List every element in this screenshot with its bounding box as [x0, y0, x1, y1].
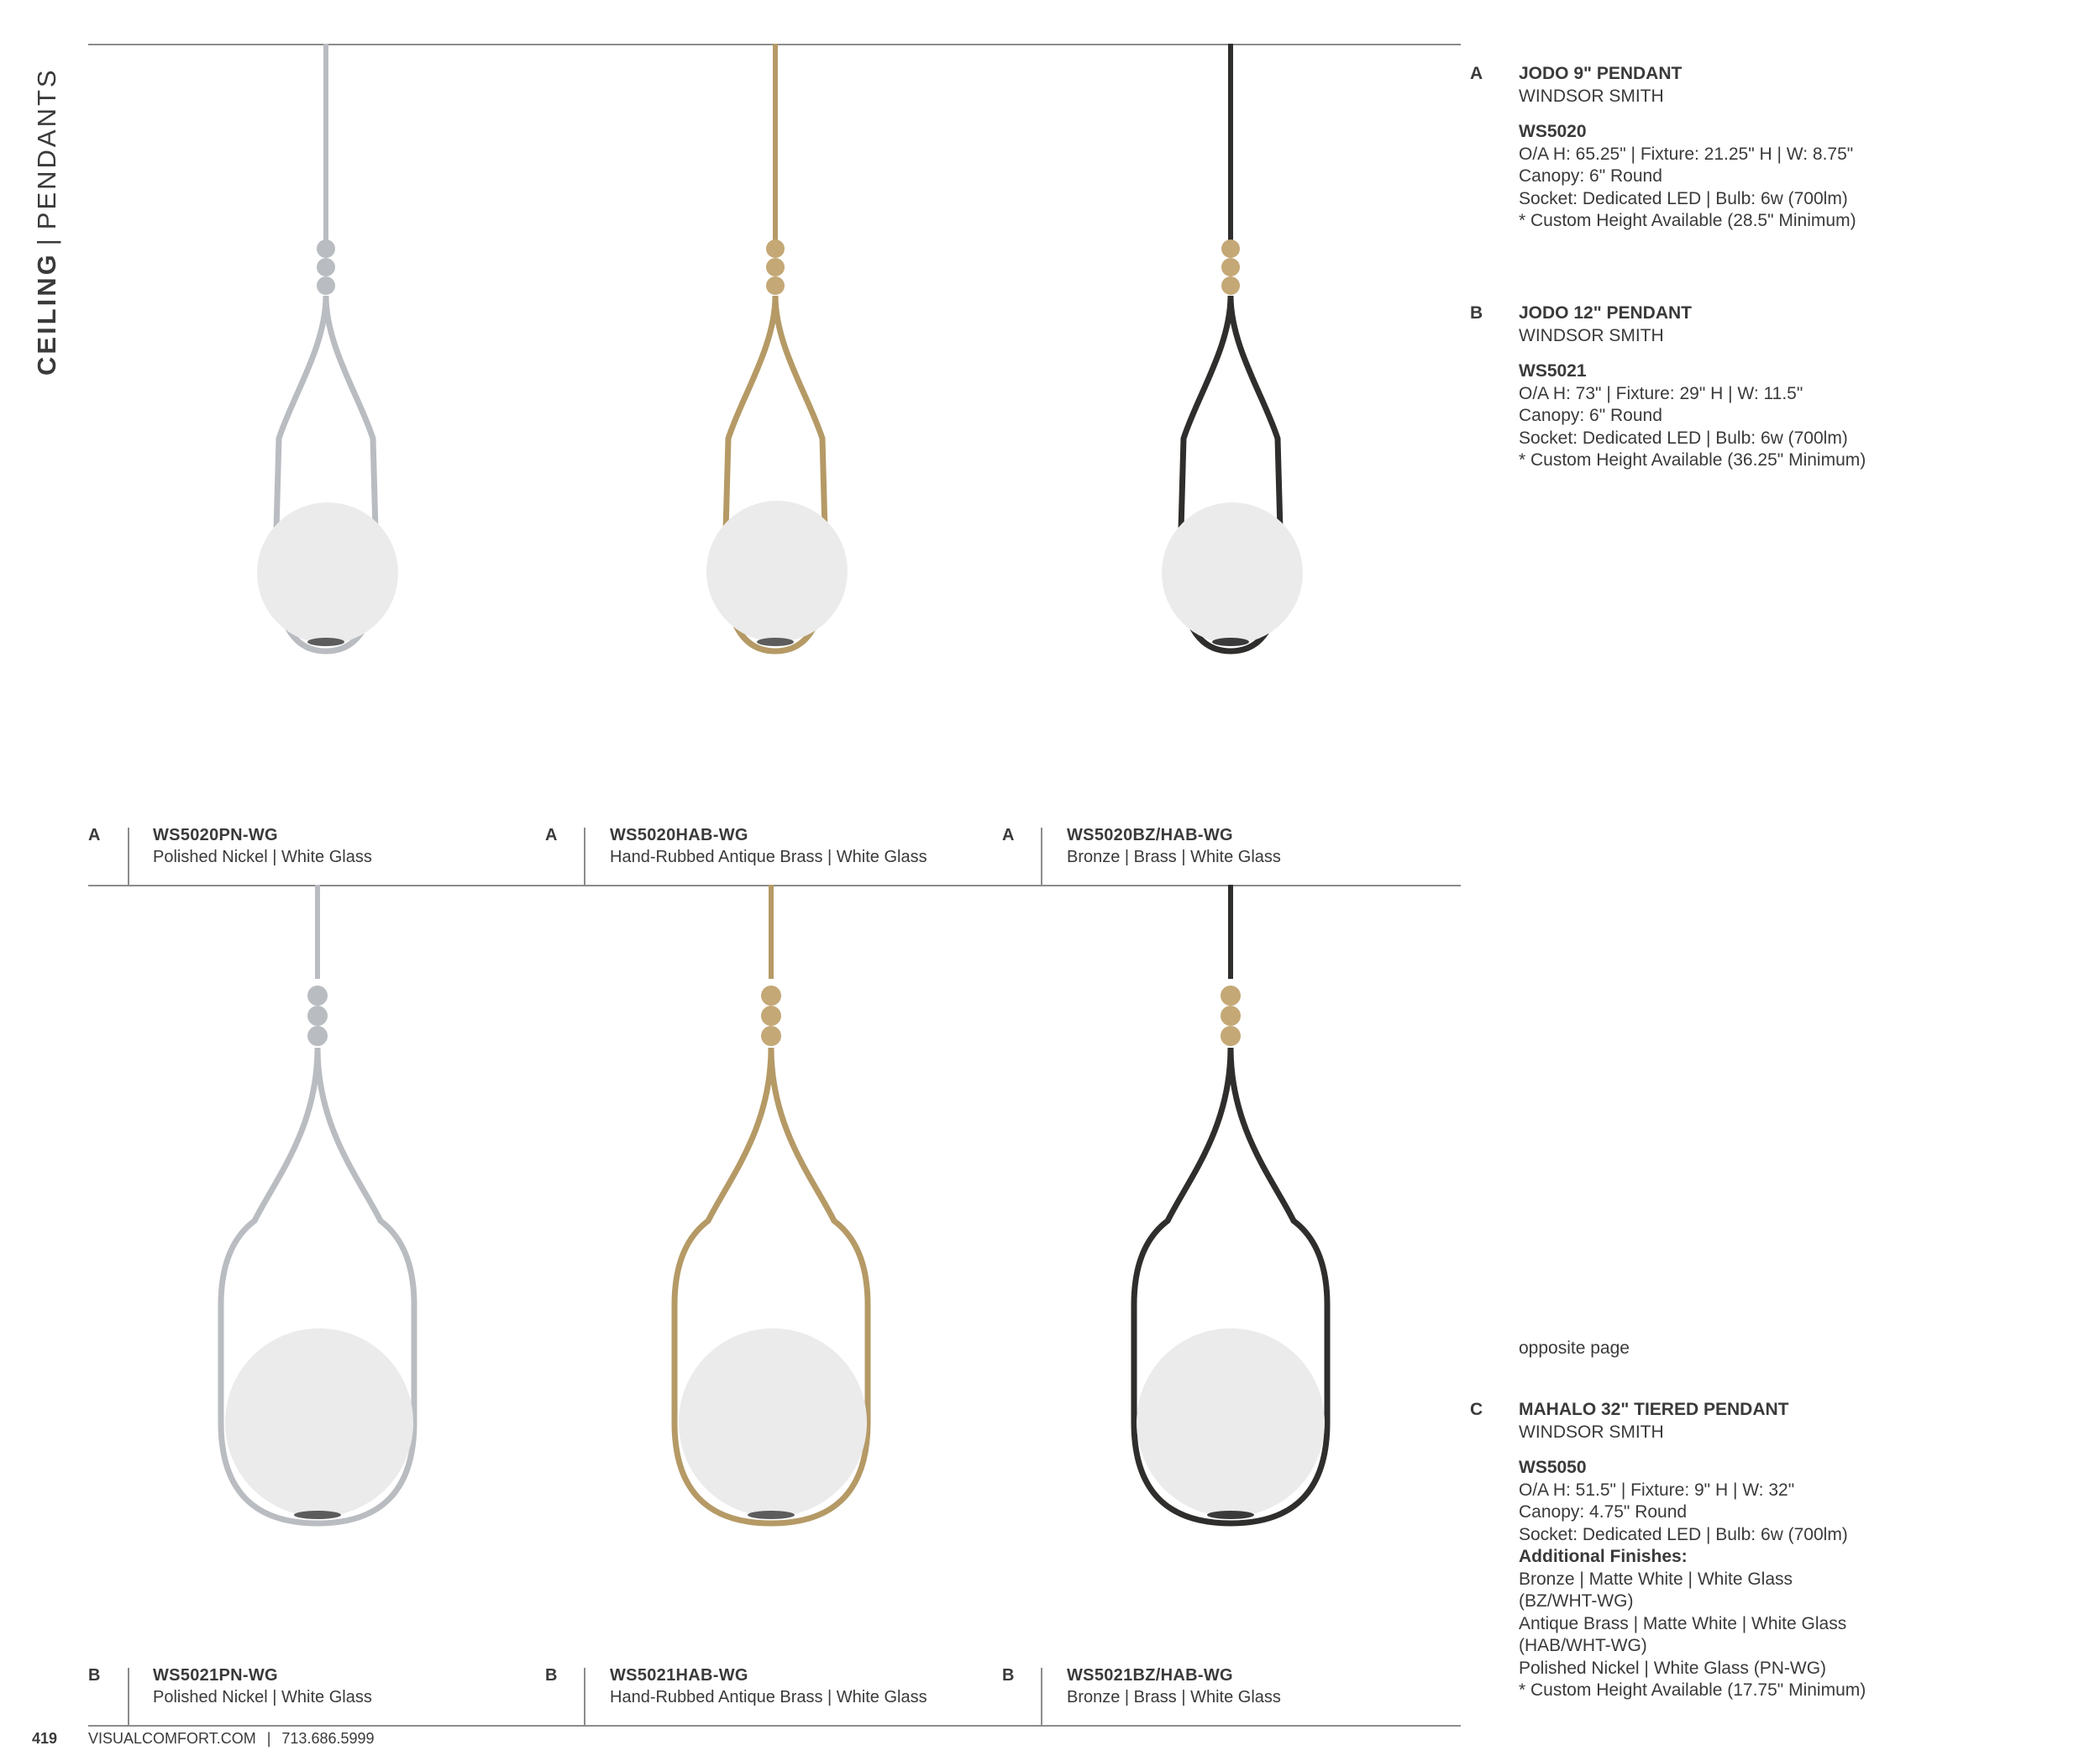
product-sku: WS5021BZ/HAB-WG: [1067, 1666, 1233, 1685]
spec-block-b: [1470, 302, 1866, 472]
spec-block-a: [1470, 63, 1856, 233]
footer-separator: |: [266, 1730, 271, 1747]
product-sku: WS5020HAB-WG: [610, 826, 748, 844]
spec-title: JODO 9" PENDANT: [1519, 64, 1683, 83]
caption-letter: A: [545, 826, 558, 844]
pendant-bronze-small-image: [1121, 44, 1340, 665]
footer-website[interactable]: VISUALCOMFORT.COM: [88, 1730, 256, 1747]
product-sku: WS5020PN-WG: [153, 826, 278, 844]
finish-line: Antique Brass | Matte White | White Glass: [1519, 1613, 1847, 1633]
finishes-label: Additional Finishes:: [1519, 1547, 1688, 1566]
footer-contact: [88, 1730, 375, 1748]
product-finish: Bronze | Brass | White Glass: [1067, 1688, 1281, 1706]
finish-line: * Custom Height Available (17.75" Minimum): [1519, 1680, 1866, 1700]
spec-brand: WINDSOR SMITH: [1519, 325, 1664, 345]
bottom-rule: [88, 1725, 1461, 1727]
pendant-nickel-large-image: [196, 885, 448, 1540]
product-finish: Hand-Rubbed Antique Brass | White Glass: [610, 1688, 927, 1706]
page-number: 419: [32, 1730, 58, 1747]
section-label: [32, 67, 62, 376]
spec-sku: WS5020: [1519, 122, 1587, 141]
spec-sku: WS5050: [1519, 1458, 1587, 1477]
product-sku: WS5020BZ/HAB-WG: [1067, 826, 1233, 844]
caption-divider: [584, 1668, 585, 1725]
section-category: CEILING: [32, 252, 61, 376]
pendant-brass-large-image: [649, 885, 901, 1540]
spec-letter: A: [1470, 64, 1483, 83]
caption-divider: [128, 828, 129, 885]
spec-line: Socket: Dedicated LED | Bulb: 6w (700lm): [1519, 188, 1848, 208]
spec-block-c: [1470, 1399, 1866, 1702]
caption-letter: A: [1002, 826, 1015, 844]
section-subcategory: PENDANTS: [32, 67, 61, 230]
spec-line: Canopy: 4.75" Round: [1519, 1502, 1688, 1522]
spec-line: O/A H: 73" | Fixture: 29" H | W: 11.5": [1519, 383, 1803, 403]
spec-letter: B: [1470, 303, 1483, 323]
finish-line: Bronze | Matte White | White Glass: [1519, 1569, 1793, 1589]
spec-line: Canopy: 6" Round: [1519, 406, 1662, 425]
caption-letter: A: [88, 826, 101, 844]
caption-divider: [584, 828, 585, 885]
product-caption: [610, 824, 927, 868]
spec-line: * Custom Height Available (28.5" Minimum): [1519, 211, 1856, 230]
product-caption: [153, 824, 372, 868]
spec-line: Socket: Dedicated LED | Bulb: 6w (700lm): [1519, 428, 1848, 448]
finish-line: (HAB/WHT-WG): [1519, 1636, 1647, 1655]
spec-title: JODO 12" PENDANT: [1519, 303, 1693, 323]
product-caption: [610, 1664, 927, 1708]
pendant-nickel-small-image: [217, 44, 435, 665]
caption-divider: [128, 1668, 129, 1725]
product-caption: [153, 1664, 372, 1708]
product-caption: [1067, 1664, 1281, 1708]
spec-line: O/A H: 51.5" | Fixture: 9" H | W: 32": [1519, 1480, 1795, 1500]
product-caption: [1067, 824, 1281, 868]
finish-line: Polished Nickel | White Glass (PN-WG): [1519, 1658, 1827, 1678]
caption-divider: [1041, 1668, 1042, 1725]
spec-letter: C: [1470, 1400, 1483, 1419]
footer-phone[interactable]: 713.686.5999: [281, 1730, 375, 1747]
spec-brand: WINDSOR SMITH: [1519, 86, 1664, 106]
product-finish: Polished Nickel | White Glass: [153, 848, 372, 866]
spec-title: MAHALO 32" TIERED PENDANT: [1519, 1400, 1789, 1419]
product-sku: WS5021HAB-WG: [610, 1666, 748, 1685]
opposite-page-note: opposite page: [1519, 1338, 1630, 1358]
spec-line: Socket: Dedicated LED | Bulb: 6w (700lm): [1519, 1524, 1848, 1544]
caption-divider: [1041, 828, 1042, 885]
section-separator: |: [32, 236, 61, 246]
product-finish: Hand-Rubbed Antique Brass | White Glass: [610, 848, 927, 866]
spec-sku: WS5021: [1519, 361, 1587, 381]
product-finish: Polished Nickel | White Glass: [153, 1688, 372, 1706]
pendant-bronze-large-image: [1109, 885, 1361, 1540]
spec-line: O/A H: 65.25" | Fixture: 21.25" H | W: 8.75": [1519, 144, 1854, 164]
finish-line: (BZ/WHT-WG): [1519, 1591, 1634, 1611]
product-sku: WS5021PN-WG: [153, 1666, 278, 1685]
spec-line: * Custom Height Available (36.25" Minimum): [1519, 450, 1866, 470]
caption-letter: B: [1002, 1666, 1015, 1685]
caption-letter: B: [88, 1666, 101, 1685]
spec-line: Canopy: 6" Round: [1519, 166, 1662, 186]
pendant-brass-small-image: [666, 44, 885, 665]
product-finish: Bronze | Brass | White Glass: [1067, 848, 1281, 866]
caption-letter: B: [545, 1666, 558, 1685]
spec-brand: WINDSOR SMITH: [1519, 1422, 1664, 1442]
